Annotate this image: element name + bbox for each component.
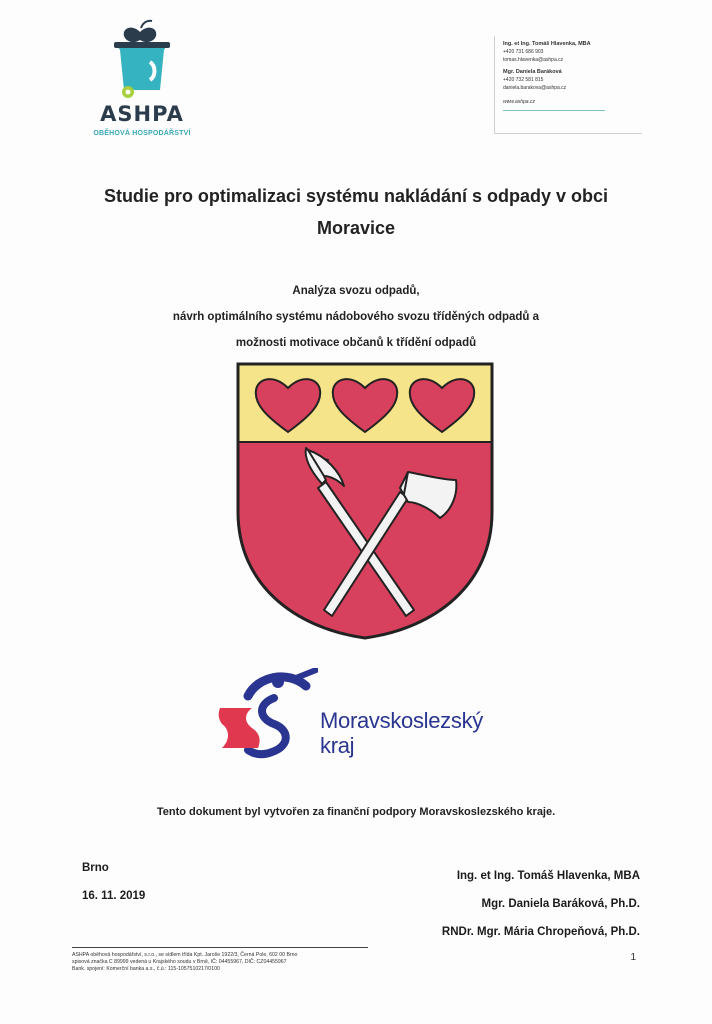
contact-email-2[interactable]: daniela.barakova@ashpa.cz: [503, 85, 567, 91]
logo-tagline: OBĚHOVÁ HOSPODÁŘSTVÍ: [93, 130, 191, 137]
document-subtitle: [60, 278, 652, 356]
subtitle-line-1: Analýza svozu odpadů,: [292, 285, 420, 297]
subtitle-line-3: možnosti motivace občanů k třídění odpadů: [235, 337, 477, 349]
region-logo-icon: [218, 668, 318, 760]
title-line-2: Moravice: [316, 218, 396, 238]
footer-line-1: ASHPA oběhová hospodářství, s.r.o., se sídlem třída Kpt. Jaroše 1922/3, Černá Pole, 602 00 Brno: [72, 952, 298, 958]
author-3: RNDr. Mgr. Mária Chropeňová, Ph.D.: [441, 926, 640, 938]
author-1: Ing. et Ing. Tomáš Hlavenka, MBA: [456, 870, 640, 882]
title-line-1: Studie pro optimalizaci systému nakládání s odpady v obci: [103, 186, 609, 206]
contact-name-1: Ing. et Ing. Tomáš Hlavenka, MBA: [503, 41, 591, 47]
author-2: Mgr. Daniela Baráková, Ph.D.: [481, 898, 640, 910]
coat-of-arms: [236, 362, 494, 640]
footer-divider: [72, 947, 368, 948]
logo-name: ASHPA: [100, 102, 184, 126]
footer-line-3: Bank. spojení: Komerční banka a.s., č.ú.: 115-1057510217/0100: [72, 966, 220, 972]
contact-divider: [503, 110, 605, 111]
document-title: [60, 180, 652, 244]
company-footer: [72, 952, 392, 973]
region-logo-text: [320, 708, 483, 758]
place: Brno: [82, 862, 109, 874]
contact-email-1[interactable]: tomas.hlavenka@ashpa.cz: [503, 57, 564, 63]
ashpa-logo: [84, 18, 200, 137]
contact-name-2: Mgr. Daniela Baráková: [503, 69, 562, 75]
document-date: 16. 11. 2019: [82, 890, 146, 902]
funding-note: Tento dokument byl vytvořen za finanční podpory Moravskoslezského kraje.: [156, 806, 556, 818]
author-list: [442, 862, 640, 946]
subtitle-line-2: návrh optimálního systému nádobového svozu tříděných odpadů a: [172, 311, 540, 323]
contact-web-link[interactable]: www.ashpa.cz: [503, 99, 535, 105]
region-name-line-1: Moravskoslezský: [320, 708, 483, 733]
region-name-line-2: kraj: [320, 733, 355, 758]
page-number: 1: [630, 952, 636, 963]
footer-line-2: spisová značka C 89999 vedená u Krajského soudu v Brně, IČ: 04455967, DIČ: CZ04455967: [72, 959, 287, 965]
contact-card: [494, 36, 642, 134]
recycling-bin-icon: [110, 18, 174, 102]
contact-phone-1[interactable]: +420 731 686 903: [503, 49, 544, 55]
contact-phone-2[interactable]: +420 732 581 815: [503, 77, 544, 83]
